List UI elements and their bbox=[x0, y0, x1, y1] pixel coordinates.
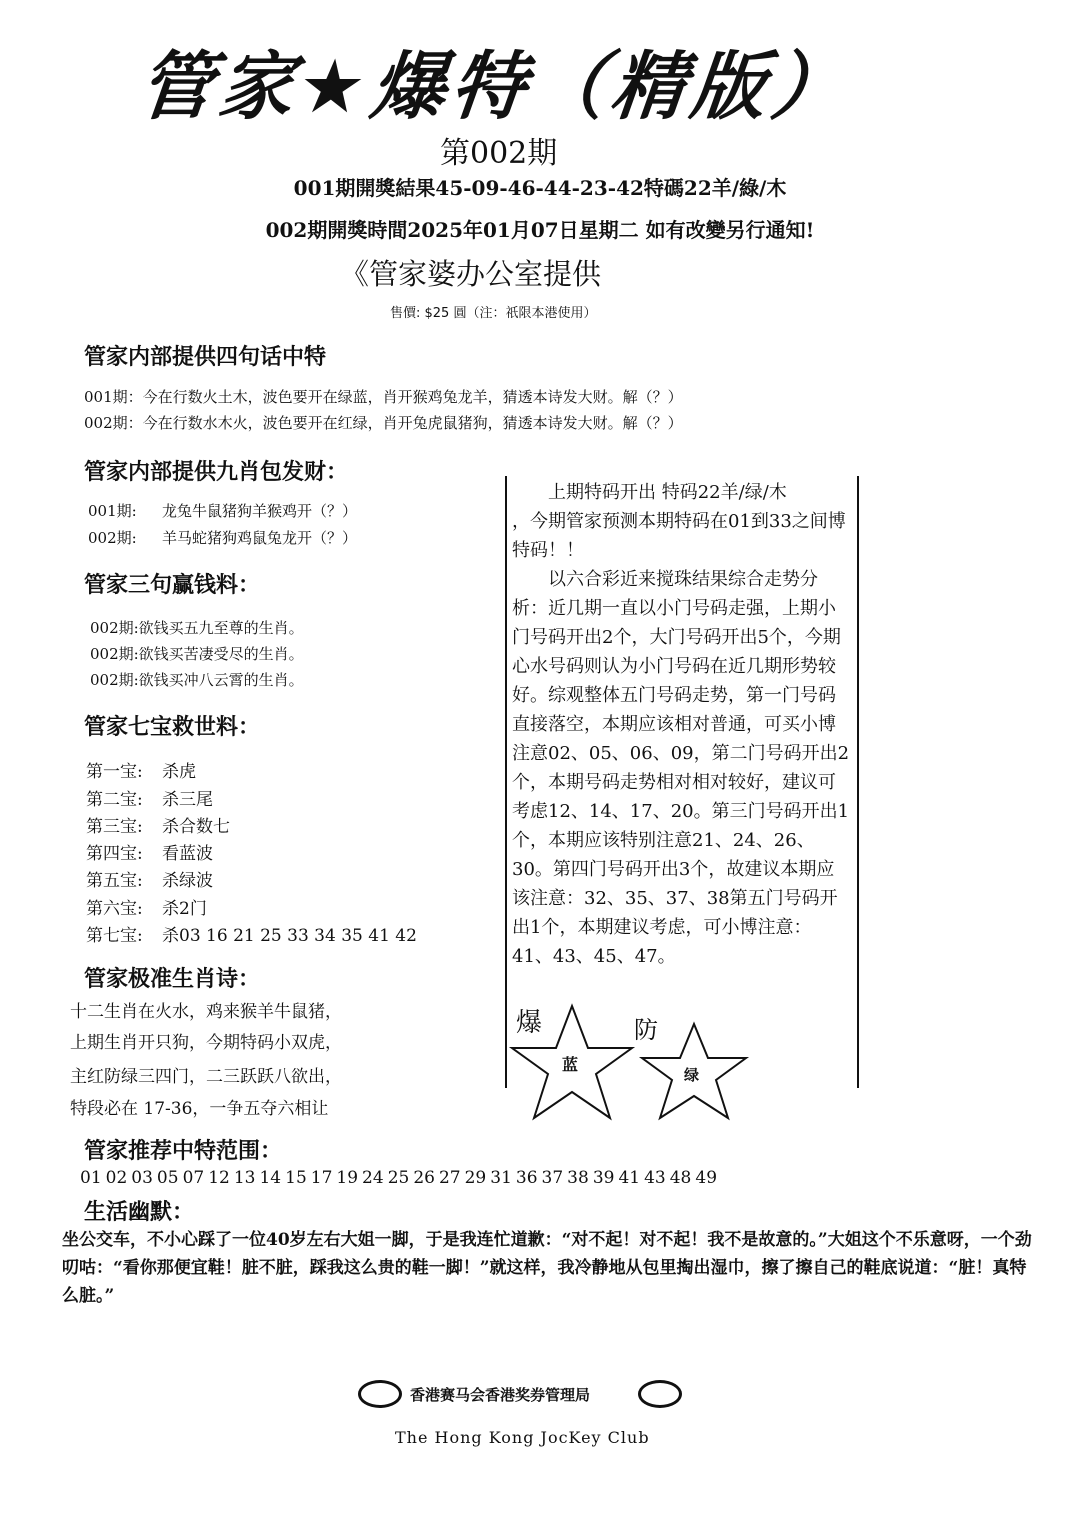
four-lines-row-2: 002期：今在行数水木火，波色要开在红绿，肖开兔虎鼠猪狗，猜透本诗发大财。解（？） bbox=[84, 414, 683, 432]
range-number: 25 bbox=[387, 1168, 410, 1188]
poem-line-3: 主红防绿三四门，二三跃跃八欲出， bbox=[70, 1067, 342, 1087]
nine-zodiac-period-2: 002期: bbox=[88, 529, 137, 547]
range-number: 41 bbox=[618, 1168, 641, 1188]
jockey-club-logo-icon bbox=[638, 1380, 682, 1408]
range-number: 37 bbox=[541, 1168, 564, 1188]
fang-color: 绿 bbox=[684, 1066, 700, 1084]
next-draw-time: 002期開獎時間2025年01月07日星期二 如有改變另行通知! bbox=[265, 218, 815, 242]
last-draw-result: 001期開獎結果45-09-46-44-23-42特碼22羊/綠/木 bbox=[293, 176, 787, 200]
range-number: 31 bbox=[490, 1168, 512, 1188]
poem-line-4: 特段必在 17-36，一争五夺六相让 bbox=[70, 1099, 329, 1119]
treasure-label: 第七宝: bbox=[86, 926, 143, 946]
footer-org-en: The Hong Kong JocKey Club bbox=[395, 1428, 650, 1447]
range-number: 39 bbox=[592, 1168, 615, 1188]
price-note: 售價: $25 圓（注：祇限本港使用） bbox=[390, 306, 597, 321]
treasure-label: 第三宝: bbox=[86, 817, 143, 837]
treasure-value: 杀三尾 bbox=[162, 790, 213, 810]
range-number: 13 bbox=[233, 1168, 256, 1188]
range-number: 17 bbox=[310, 1168, 333, 1188]
poem-heading: 管家极准生肖诗： bbox=[84, 967, 261, 992]
treasure-value: 杀2门 bbox=[162, 899, 207, 919]
jockey-club-logo-icon bbox=[358, 1380, 402, 1408]
treasure-label: 第五宝: bbox=[86, 871, 143, 891]
analysis-text bbox=[512, 478, 850, 971]
page-title: 管家★爆特（精版） bbox=[134, 44, 856, 130]
range-number: 05 bbox=[156, 1168, 179, 1188]
analysis-line-1: 上期特码开出 特码22羊/绿/木 bbox=[548, 482, 787, 503]
range-number: 24 bbox=[362, 1168, 384, 1188]
bao-label: 爆 bbox=[516, 1008, 543, 1038]
range-number: 15 bbox=[285, 1168, 307, 1188]
four-lines-heading: 管家内部提供四句话中特 bbox=[84, 345, 327, 370]
range-number: 26 bbox=[413, 1168, 435, 1188]
treasure-label: 第六宝: bbox=[86, 899, 143, 919]
range-number: 19 bbox=[336, 1168, 359, 1188]
three-lines-heading: 管家三句赢钱料： bbox=[84, 573, 261, 598]
humor-text: 坐公交车，不小心踩了一位40岁左右大姐一脚，于是我连忙道歉：“对不起！对不起！我不是故意的。”大姐这个不乐意呀，一个劲叨咕：“看你那便宜鞋！脏不脏，踩我这么贵的鞋一脚！”就这样，我冷静地从包里掏出湿巾，擦了擦自己的鞋底说道：“脏！真特么脏。” bbox=[62, 1230, 1032, 1306]
range-number: 48 bbox=[669, 1168, 692, 1188]
four-lines-row-1: 001期：今在行数火土木，波色要开在绿蓝，肖开猴鸡兔龙羊，猜透本诗发大财。解（？） bbox=[84, 388, 683, 406]
range-number: 12 bbox=[208, 1168, 230, 1188]
bao-color: 蓝 bbox=[562, 1055, 579, 1074]
poem-line-2: 上期生肖开只狗，今期特码小双虎， bbox=[70, 1033, 342, 1053]
range-number: 49 bbox=[695, 1168, 718, 1188]
range-number: 01 bbox=[80, 1168, 102, 1188]
fang-label: 防 bbox=[634, 1016, 658, 1044]
three-lines-row-2: 002期:欲钱买苦凄受尽的生肖。 bbox=[90, 645, 304, 663]
range-number: 03 bbox=[131, 1168, 153, 1188]
treasure-label: 第二宝: bbox=[86, 790, 143, 810]
treasure-value: 杀03 16 21 25 33 34 35 41 42 bbox=[162, 926, 417, 946]
nine-zodiac-period-1: 001期: bbox=[88, 502, 137, 520]
range-number: 38 bbox=[567, 1168, 589, 1188]
range-numbers bbox=[80, 1168, 840, 1188]
seven-treasures-heading: 管家七宝救世料： bbox=[84, 715, 261, 740]
analysis-paragraph: 以六合彩近来搅珠结果综合走势分析：近几期一直以小门号码走强，上期小门号码开出2个，大门号码开出5个，今期心水号码则认为小门号码在近几期形势较好。综观整体五门号码走势，第一门号码直接落空，本期应该相对普通，可买小博注意02、05、06、09，第二门号码开出2个，本期号码走势相对相对较好，建议可考虑12、14、17、20。第三门号码开出1个，本期应该特别注意21、24、26、30。第四门号码开出3个，故建议本期应该注意：32、35、37、38第五门号码开出1个，本期建议考虑，可小博注意：41、43、45、47。 bbox=[512, 569, 850, 967]
nine-zodiac-text-1: 龙兔牛鼠猪狗羊猴鸡开（？） bbox=[162, 502, 358, 520]
treasure-value: 杀合数七 bbox=[162, 817, 230, 837]
humor-heading: 生活幽默： bbox=[84, 1200, 195, 1225]
nine-zodiac-text-2: 羊马蛇猪狗鸡鼠兔龙开（？） bbox=[162, 529, 358, 547]
range-heading: 管家推荐中特范围： bbox=[84, 1139, 283, 1164]
treasure-label: 第四宝: bbox=[86, 844, 143, 864]
nine-zodiac-heading: 管家内部提供九肖包发财： bbox=[84, 460, 349, 485]
analysis-line-2: ，今期管家预测本期特码在01到33之间博特码！！ bbox=[512, 511, 846, 561]
range-number: 36 bbox=[515, 1168, 538, 1188]
range-number: 29 bbox=[464, 1168, 487, 1188]
poem-line-1: 十二生肖在火水，鸡来猴羊牛鼠猪， bbox=[70, 1002, 342, 1022]
provider-line: 《管家婆办公室提供 bbox=[340, 257, 602, 291]
issue-number: 第002期 bbox=[440, 136, 558, 171]
treasure-value: 看蓝波 bbox=[162, 844, 213, 864]
treasure-label: 第一宝: bbox=[86, 762, 143, 782]
treasure-value: 杀虎 bbox=[162, 762, 196, 782]
range-number: 43 bbox=[644, 1168, 666, 1188]
range-number: 02 bbox=[105, 1168, 128, 1188]
three-lines-row-3: 002期:欲钱买冲八云霄的生肖。 bbox=[90, 671, 304, 689]
range-number: 07 bbox=[182, 1168, 205, 1188]
treasure-value: 杀绿波 bbox=[162, 871, 213, 891]
range-number: 14 bbox=[259, 1168, 282, 1188]
footer-org-cn: 香港赛马会香港奖券管理局 bbox=[410, 1386, 591, 1404]
three-lines-row-1: 002期:欲钱买五九至尊的生肖。 bbox=[90, 619, 304, 637]
range-number: 27 bbox=[438, 1168, 461, 1188]
